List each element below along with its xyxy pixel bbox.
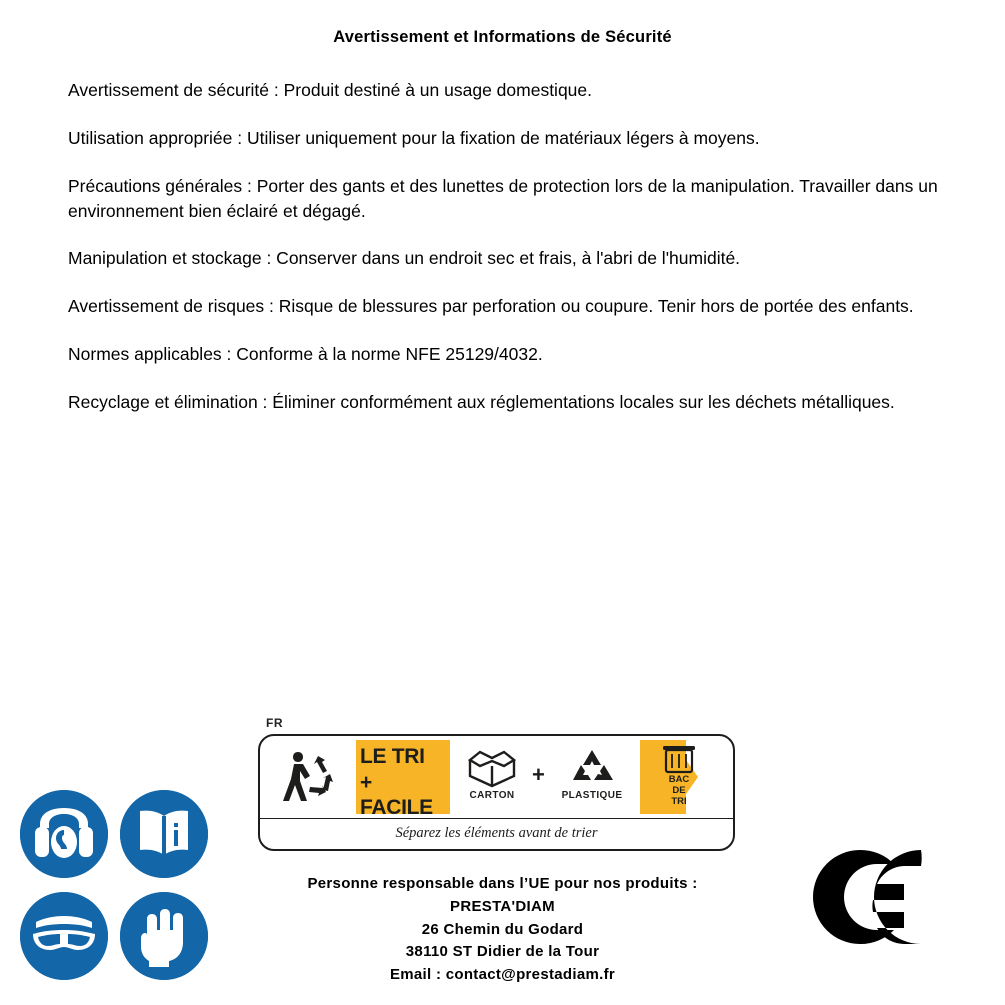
responsible-person-company: PRESTA'DIAM	[450, 897, 555, 915]
label-slogan-line1: LE TRI	[360, 745, 425, 768]
label-footer-strip	[260, 818, 733, 848]
responsible-person-heading: Personne responsable dans l’UE pour nos produits :	[307, 875, 698, 892]
page-title: Avertissement et Informations de Sécurité	[333, 28, 672, 46]
material-plastique-caption: PLASTIQUE	[561, 790, 623, 801]
hearing-protection-pictogram	[20, 790, 108, 878]
bin-caption-line2: DE	[672, 784, 686, 796]
triman-recycling-label	[258, 716, 731, 847]
paragraph-risk-warning: Avertissement de risques : Risque de blessures par perforation ou coupure. Tenir hors de portée des enfants.	[68, 296, 914, 317]
paragraph-handling-storage: Manipulation et stockage : Conserver dans un endroit sec et frais, à l'abri de l'humidité.	[68, 248, 741, 269]
label-plus-sign: +	[532, 762, 545, 787]
bin-caption-line3: TRI	[671, 795, 687, 807]
responsible-person-address-2: 38110 ST Didier de la Tour	[405, 943, 600, 961]
read-manual-pictogram	[120, 790, 208, 878]
ce-mark	[803, 838, 949, 956]
bin-badge	[646, 744, 712, 807]
label-slogan-line2: + FACILE	[360, 770, 433, 820]
triman-logo-icon	[268, 744, 352, 810]
label-footer-text: Séparez les éléments avant de trier	[395, 825, 598, 841]
ce-mark-icon	[803, 838, 949, 956]
eye-protection-icon	[20, 892, 108, 980]
label-slogan	[360, 744, 448, 821]
paragraph-applicable-standards: Normes applicables : Conforme à la norme NFE 25129/4032.	[68, 344, 543, 365]
material-carton	[456, 744, 528, 801]
bin-caption-line1: BAC	[668, 774, 690, 785]
material-plastique	[556, 744, 628, 801]
ear-protection-icon	[20, 790, 108, 878]
paragraph-general-precautions: Précautions générales : Porter des gants et des lunettes de protection lors de la manipulation. Travailler dans un environnement bien éclairé et dégagé.	[68, 175, 938, 221]
waste-bin-icon	[646, 744, 712, 774]
paragraph-proper-use: Utilisation appropriée : Utiliser uniquement pour la fixation de matériaux légers à moyens.	[68, 127, 760, 148]
safety-glasses-pictogram	[20, 892, 108, 980]
responsible-person-email: Email : contact@prestadiam.fr	[389, 966, 616, 984]
responsible-person-address-1: 26 Chemin du Godard	[421, 920, 584, 938]
cardboard-box-icon	[456, 744, 528, 788]
paragraph-recycling-disposal: Recyclage et élimination : Éliminer conformément aux réglementations locales sur les déchets métalliques.	[68, 391, 895, 412]
safety-text-body	[68, 78, 973, 415]
paragraph-safety-warning: Avertissement de sécurité : Produit destiné à un usage domestique.	[68, 80, 593, 100]
label-locale: FR	[266, 716, 283, 730]
material-carton-caption: CARTON	[469, 790, 515, 801]
plastic-recycle-icon	[556, 744, 628, 788]
read-instructions-icon	[120, 790, 208, 878]
label-box	[258, 734, 735, 851]
responsible-person-block	[150, 873, 855, 987]
